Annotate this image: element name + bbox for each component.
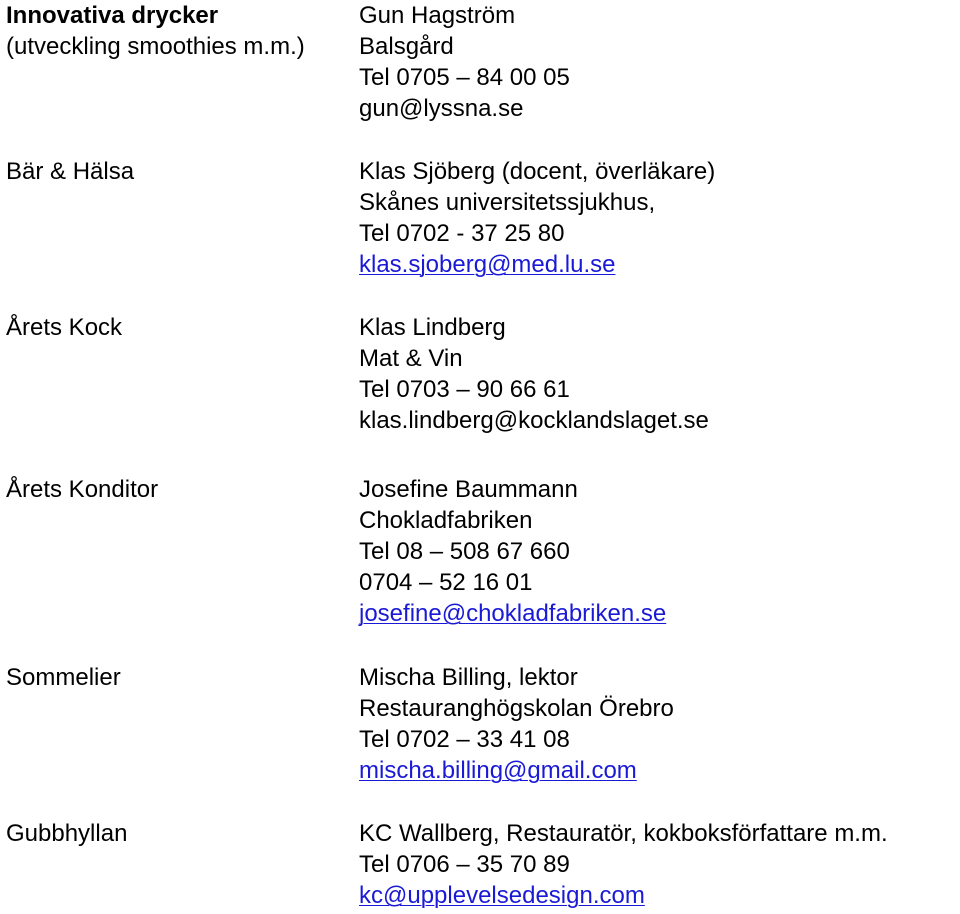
category-gubbhyllan: Gubbhyllan (6, 820, 128, 847)
contact-name: Gun Hagström (359, 2, 516, 29)
contact-phone: Tel 0706 – 35 70 89 (359, 851, 570, 878)
category-arets-kock: Årets Kock (6, 314, 123, 341)
contact-org: Chokladfabriken (359, 507, 533, 534)
contact-name: KC Wallberg, Restauratör, kokboksförfattare m.m. (359, 820, 888, 847)
category-subtitle: (utveckling smoothies m.m.) (6, 33, 305, 60)
contact-email-text: gun@lyssna.se (359, 95, 524, 122)
contact-phone: Tel 0702 - 37 25 80 (359, 220, 565, 247)
contact-org: Skånes universitetssjukhus, (359, 189, 656, 216)
category-arets-konditor: Årets Konditor (6, 476, 159, 503)
contact-email-link[interactable]: klas.sjoberg@med.lu.se (359, 251, 616, 278)
contact-phone: Tel 0705 – 84 00 05 (359, 64, 570, 91)
contact-name: Klas Lindberg (359, 314, 506, 341)
contact-name: Klas Sjöberg (docent, överläkare) (359, 158, 716, 185)
contact-org: Balsgård (359, 33, 454, 60)
contact-email-link[interactable]: mischa.billing@gmail.com (359, 757, 637, 784)
contact-phone: Tel 08 – 508 67 660 (359, 538, 570, 565)
contact-gun-hagstrom (359, 0, 570, 124)
contact-email-link[interactable]: kc@upplevelsedesign.com (359, 882, 645, 909)
contact-klas-lindberg (359, 312, 709, 436)
contact-mischa-billing (359, 662, 674, 786)
contact-email-link[interactable]: josefine@chokladfabriken.se (359, 600, 667, 627)
contact-kc-wallberg (359, 818, 888, 911)
contact-org: Restauranghögskolan Örebro (359, 695, 674, 722)
category-sommelier: Sommelier (6, 664, 121, 691)
contact-klas-sjoberg (359, 156, 715, 280)
contact-phone: Tel 0702 – 33 41 08 (359, 726, 570, 753)
contact-name: Josefine Baummann (359, 476, 578, 503)
contact-josefine-baummann (359, 474, 666, 629)
contact-org: Mat & Vin (359, 345, 463, 372)
category-bar-halsa: Bär & Hälsa (6, 158, 135, 185)
contact-name: Mischa Billing, lektor (359, 664, 578, 691)
category-title: Innovativa drycker (6, 2, 219, 29)
category-innovativa-drycker (6, 0, 305, 62)
contact-phone: Tel 0703 – 90 66 61 (359, 376, 570, 403)
contact-email-text: klas.lindberg@kocklandslaget.se (359, 407, 709, 434)
contact-phone-mobile: 0704 – 52 16 01 (359, 569, 533, 596)
